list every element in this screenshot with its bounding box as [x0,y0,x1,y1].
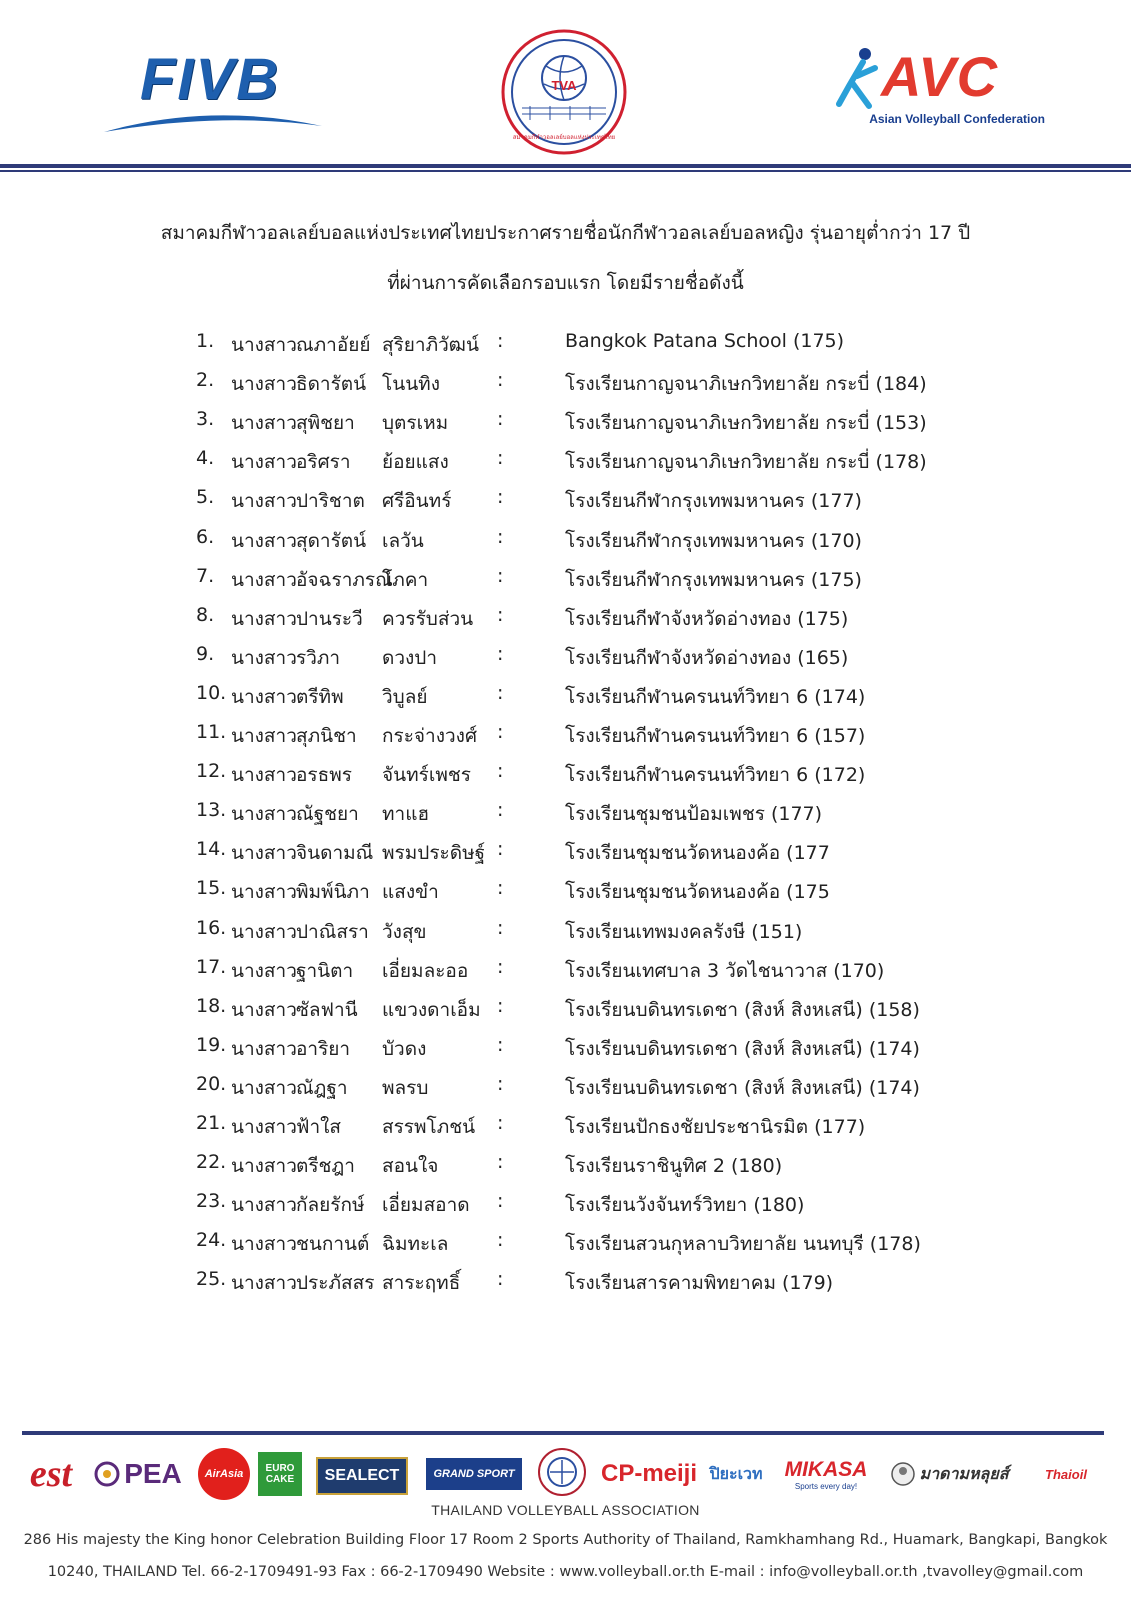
player-row [0,1073,1131,1109]
player-first-name: ณัฎฐา [296,1076,348,1099]
player-title: นางสาว [231,451,297,474]
player-row [0,877,1131,913]
player-last-name: ฉิมทะเล [382,1233,449,1256]
player-school: โรงเรียนวังจันทร์วิทยา (180) [565,1194,805,1217]
separator: : [497,408,504,431]
player-number: 5. [196,486,215,509]
player-last-name: แสงขำ [382,881,439,904]
player-title: นางสาว [231,920,297,943]
separator: : [497,1229,504,1252]
player-title: นางสาว [231,803,297,826]
player-last-name: บุตรเหม [382,412,449,435]
player-row [0,1034,1131,1070]
player-title: นางสาว [231,1194,297,1217]
player-last-name: ย้อยแสง [382,451,449,474]
separator: : [497,642,504,665]
player-school: โรงเรียนกีฬากรุงเทพมหานคร (175) [565,568,862,591]
player-last-name: ศรีอินทร์ [382,490,452,513]
player-number: 8. [196,603,215,626]
player-number: 21. [196,1112,227,1134]
player-title: นางสาว [231,725,297,747]
player-number: 16. [196,916,227,939]
player-first-name: อริศรา [296,451,351,474]
sponsor-eurocake: EURO CAKE [258,1452,302,1496]
player-school: โรงเรียนกีฬากรุงเทพมหานคร (170) [565,529,862,552]
player-number: 19. [196,1033,227,1056]
player-school: โรงเรียนเทพมงคลรังษี (151) [565,920,803,943]
separator: : [497,564,504,587]
player-row [0,330,1131,366]
player-row [0,1112,1131,1148]
sponsor-piyavate: ปิยะเวท [709,1465,763,1483]
player-last-name: ควรรับส่วน [382,607,474,630]
madame-portrait-icon [890,1461,916,1487]
player-number: 7. [196,564,215,587]
player-row [0,369,1131,405]
tva-logo [500,28,628,156]
player-row [0,408,1131,444]
player-number: 2. [196,369,215,392]
sponsor-strip [20,1446,1115,1506]
separator: : [497,681,504,704]
header-rule-thin [0,170,1131,172]
player-last-name: เอี่ยมสอาด [382,1194,470,1217]
sponsor-pea-label: PEA [124,1458,182,1489]
player-school: โรงเรียนสวนกุหลาบวิทยาลัย นนทบุรี (178) [565,1233,921,1256]
tva-ring-text: สมาคมกีฬาวอลเลย์บอลแห่งประเทศไทย [512,134,616,141]
sponsor-mikasa [776,1446,876,1502]
player-first-name: กัลยรักษ์ [296,1194,365,1217]
player-first-name: ฐานิตา [296,959,354,982]
separator: : [497,916,504,939]
player-last-name: สุริยาภิวัฒน์ [382,334,479,356]
player-title: นางสาว [231,373,297,396]
player-title: นางสาว [231,646,297,669]
player-school: โรงเรียนกีฬานครนนท์วิทยา 6 (172) [565,764,866,787]
player-number: 11. [196,721,227,743]
player-number: 15. [196,877,227,900]
player-school: โรงเรียนบดินทรเดชา (สิงห์ สิงหเสนี) (158) [565,998,920,1021]
player-last-name: ดวงปา [382,646,438,669]
player-number: 18. [196,994,227,1017]
address-line-2: 10240, THAILAND Tel. 66-2-1709491-93 Fax : 66-2-1709490 Website : www.volleyball.or.th E-mail : info@volleyball.or.th ,tvavolley@gmail.com [47,1564,1084,1580]
player-first-name: อัจฉราภรณ์ [296,568,393,591]
player-row [0,799,1131,835]
player-number: 20. [196,1072,227,1095]
player-last-name: ทาแฮ [382,803,430,826]
player-first-name: ปานระวี [296,607,363,630]
player-school: โรงเรียนกีฬานครนนท์วิทยา 6 (157) [565,725,866,747]
player-school: โรงเรียนกีฬานครนนท์วิทยา 6 (174) [565,685,866,708]
player-number: 23. [196,1190,227,1213]
player-number: 3. [196,408,215,431]
player-number: 12. [196,760,227,783]
player-school: โรงเรียนกีฬาจังหวัดอ่างทอง (175) [565,607,849,630]
tva-abbr: TVA [551,78,577,93]
player-row [0,1229,1131,1265]
player-row [0,643,1131,679]
player-number: 6. [196,525,215,548]
player-last-name: พลรบ [382,1076,429,1099]
player-last-name: วิบูลย์ [382,685,428,708]
player-last-name: บัวดง [382,1037,427,1060]
player-last-name: เอี่ยมละออ [382,959,469,982]
player-last-name: สอนใจ [382,1155,439,1178]
player-last-name: สรรพโภชน์ [382,1116,476,1138]
player-title: นางสาว [231,1116,297,1138]
player-title: นางสาว [231,607,297,630]
player-row [0,1151,1131,1187]
player-title: นางสาว [231,334,297,356]
pea-emblem-icon [94,1461,120,1487]
player-first-name: ณภาอัยย์ [296,334,371,356]
sponsor-grandsport: GRAND SPORT [426,1458,522,1490]
sponsor-airasia: AirAsia [198,1448,250,1500]
player-first-name: ตรีชฎา [296,1155,355,1178]
player-number: 25. [196,1268,227,1291]
sponsor-thaioil: Thaioil [1045,1466,1087,1482]
player-title: นางสาว [231,1272,297,1295]
player-title: นางสาว [231,412,297,435]
separator: : [497,486,504,509]
separator: : [497,994,504,1017]
separator: : [497,799,504,822]
separator: : [497,838,504,861]
player-last-name: สาระฤทธิ์ [382,1272,461,1295]
player-title: นางสาว [231,1037,297,1060]
player-first-name: อาริยา [296,1037,351,1060]
player-school: โรงเรียนกีฬาจังหวัดอ่างทอง (165) [565,646,849,669]
player-last-name: เลวัน [382,529,424,552]
player-school: โรงเรียนกีฬากรุงเทพมหานคร (177) [565,490,862,513]
address-line-1: 286 His majesty the King honor Celebration Building Floor 17 Room 2 Sports Authority of Thailand, Ramkhamhang Rd., Huamark, Bangkapi, Bangkok [23,1532,1108,1548]
player-number: 22. [196,1151,227,1174]
player-row [0,956,1131,992]
player-row [0,917,1131,953]
player-number: 9. [196,642,215,665]
separator: : [497,955,504,978]
avc-wordmark: AVC [881,45,999,108]
player-row [0,1268,1131,1304]
player-first-name: ปาริชาต [296,490,365,513]
player-row [0,721,1131,757]
player-row [0,486,1131,522]
player-school: โรงเรียนราชินูทิศ 2 (180) [565,1155,783,1178]
separator: : [497,1268,504,1291]
player-row [0,604,1131,640]
player-first-name: ณัฐชยา [296,803,359,826]
player-first-name: ปาณิสรา [296,920,369,943]
player-row [0,995,1131,1031]
player-first-name: ประภัสสร [296,1272,375,1295]
separator: : [497,369,504,392]
separator: : [497,525,504,548]
player-number: 17. [196,955,227,978]
player-title: นางสาว [231,1076,297,1099]
player-first-name: สุพิชยา [296,412,355,435]
separator: : [497,447,504,470]
separator: : [497,330,504,352]
player-first-name: อรธพร [296,764,352,787]
sponsor-cpmeiji: CP-meiji [600,1460,698,1487]
player-title: นางสาว [231,881,297,904]
separator: : [497,603,504,626]
separator: : [497,1151,504,1174]
player-school: โรงเรียนกาญจนาภิเษกวิทยาลัย กระบี่ (184) [565,373,927,396]
player-last-name: พรมประดิษฐ์ [382,842,486,865]
sponsor-mikasa-label: MIKASA [784,1457,868,1481]
avc-subtitle: Asian Volleyball Confederation [869,112,1045,126]
player-first-name: ตรีทิพ [296,685,344,708]
player-first-name: รวิภา [296,646,341,669]
player-row [0,682,1131,718]
player-school: โรงเรียนชุมชนป้อมเพชร (177) [565,803,823,826]
player-title: นางสาว [231,842,297,865]
player-school: โรงเรียนกาญจนาภิเษกวิทยาลัย กระบี่ (153) [565,412,927,435]
separator: : [497,1072,504,1095]
header-rule [0,164,1131,168]
player-row [0,1190,1131,1226]
sponsor-pea [88,1446,188,1502]
player-title: นางสาว [231,1155,297,1178]
player-first-name: ชนกานต์ [296,1233,370,1256]
sponsor-mikasa-tagline: Sports every day! [794,1481,858,1491]
player-number: 13. [196,799,227,822]
player-title: นางสาว [231,1233,297,1256]
association-name: THAILAND VOLLEYBALL ASSOCIATION [431,1502,700,1518]
player-school: โรงเรียนชุมชนวัดหนองค้อ (177 [565,842,830,865]
player-title: นางสาว [231,998,297,1021]
player-number: 10. [196,681,227,704]
separator: : [497,760,504,783]
player-last-name: กระจ่างวงศ์ [382,725,477,747]
fivb-wordmark: FIVB [140,47,281,112]
avc-logo [835,44,1045,134]
fivb-logo [100,40,330,140]
player-title: นางสาว [231,568,297,591]
separator: : [497,1190,504,1213]
sponsor-madame-label: มาดามหลุยส์ [919,1465,1009,1483]
player-number: 1. [196,330,215,352]
player-school: Bangkok Patana School (175) [565,330,845,352]
player-title: นางสาว [231,490,297,513]
player-last-name: โภคา [382,568,429,591]
player-first-name: ธิดารัตน์ [296,373,367,396]
sponsor-est: est [29,1453,73,1495]
player-first-name: สุดารัตน์ [296,529,367,552]
player-title: นางสาว [231,685,297,708]
announcement-title: สมาคมกีฬาวอลเลย์บอลแห่งประเทศไทยประกาศรายชื่อนักกีฬาวอลเลย์บอลหญิง รุ่นอายุต่ำกว่า 17 ปี [160,222,971,244]
player-last-name: โนนทิง [382,373,440,396]
player-number: 14. [196,838,227,861]
player-row [0,760,1131,796]
announcement-subtitle: ที่ผ่านการคัดเลือกรอบแรก โดยมีรายชื่อดังนี้ [387,272,744,294]
player-row [0,447,1131,483]
player-title: นางสาว [231,764,297,787]
player-first-name: จินดามณี [296,842,374,865]
player-last-name: จันทร์เพชร [382,764,471,787]
volleyball-player-icon [835,46,885,112]
separator: : [497,1033,504,1056]
player-first-name: พิมพ์นิภา [296,881,370,904]
player-school: โรงเรียนบดินทรเดชา (สิงห์ สิงหเสนี) (174) [565,1076,920,1099]
player-row [0,526,1131,562]
separator: : [497,1112,504,1134]
separator: : [497,877,504,900]
player-last-name: วังสุข [382,920,427,943]
player-school: โรงเรียนบดินทรเดชา (สิงห์ สิงหเสนี) (174) [565,1037,920,1060]
separator: : [497,721,504,743]
player-school: โรงเรียนสารคามพิทยาคม (179) [565,1272,834,1295]
player-school: โรงเรียนเทศบาล 3 วัดไชนาวาส (170) [565,959,885,982]
player-number: 24. [196,1229,227,1252]
player-row [0,838,1131,874]
association-seal-icon [536,1446,588,1502]
player-school: โรงเรียนกาญจนาภิเษกวิทยาลัย กระบี่ (178) [565,451,927,474]
player-first-name: สุภนิชา [296,725,357,747]
player-title: นางสาว [231,959,297,982]
player-title: นางสาว [231,529,297,552]
player-school: โรงเรียนชุมชนวัดหนองค้อ (175 [565,881,830,904]
player-school: โรงเรียนปักธงชัยประชานิรมิต (177) [565,1116,866,1138]
player-number: 4. [196,447,215,470]
player-first-name: ซัลฟานี [296,998,358,1021]
sponsor-sealect: SEALECT [316,1457,408,1495]
player-row [0,565,1131,601]
player-last-name: แขวงดาเอ็ม [382,998,481,1021]
footer-rule [22,1431,1104,1435]
sponsor-madame [884,1446,1014,1502]
player-first-name: ฟ้าใส [296,1116,341,1138]
